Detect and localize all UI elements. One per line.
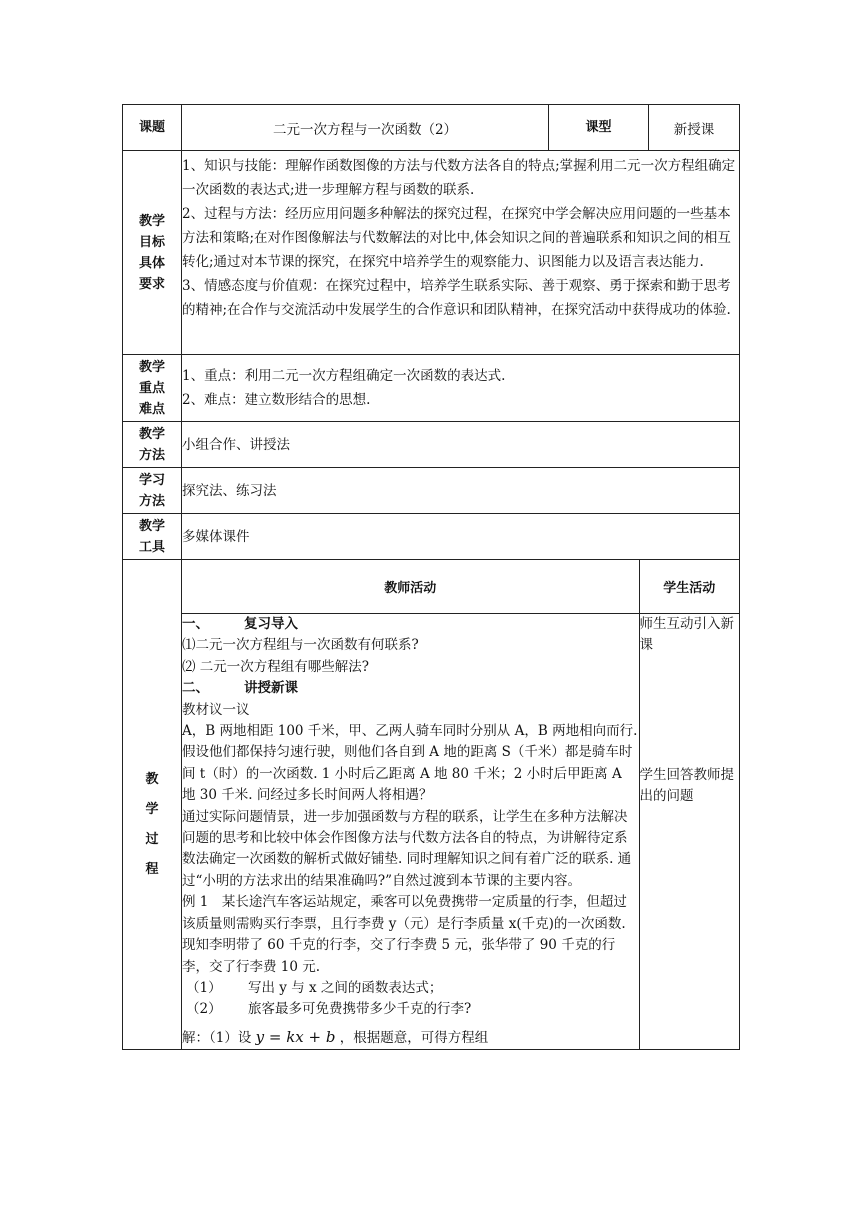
teacher-activity-content — [182, 614, 639, 1050]
section-title: 讲授新课 — [244, 680, 298, 697]
study-label-line: 方法 — [138, 493, 165, 509]
key-point-item: 2、难点：建立数形结合的思想. — [182, 392, 371, 408]
sub-question — [182, 978, 639, 999]
explanation-text: 通过实际问题情景，进一步加强函数与方程的联系，让学生在多种方法解决问题的思考和比较中体会作图像方法与代数方法各自的特点，为讲解待定系数法确定一次函数的解析式做好铺垫. 同时理解知识之间有着广泛的联系. 通过“小明的方法求出的结果准确吗?”自然过渡到本节课的主要内容。 — [182, 808, 632, 889]
student-activity-note: 师生互动引入新课 — [639, 616, 734, 654]
activity-table — [182, 560, 739, 1049]
key-point-item: 1、重点：利用二元一次方程组确定一次函数的表达式. — [182, 368, 506, 384]
process-label-char: 过 — [145, 831, 159, 847]
topic-value: 二元一次方程与一次函数（2） — [182, 105, 549, 151]
method-label-line: 教学 — [138, 426, 165, 442]
objectives-label-line: 教学 — [138, 213, 165, 229]
objective-item: 1、知识与技能：理解作函数图像的方法与代数方法各自的特点;掌握利用二元一次方程组确定一次函数的表达式;进一步理解方程与函数的联系. — [182, 158, 736, 198]
textbook-note: 教材议一议 — [182, 701, 250, 718]
objectives-content — [182, 151, 740, 355]
type-label: 课型 — [549, 105, 649, 151]
sub-question-number: （2） — [186, 1001, 222, 1018]
study-label-line: 学习 — [138, 472, 165, 488]
sub-question-number: （1） — [186, 979, 222, 996]
process-label-char: 程 — [145, 861, 159, 877]
example-text: 例 1 某长途汽车客运站规定，乘客可以免费携带一定质量的行李，但超过该质量则需购买行李票，且行李费 y（元）是行李质量 x(千克)的一次函数. 现知李明带了 60 千克的行李，交了行李费 5 元，张华带了 90 千克的行李，交了行李费 10 元. — [182, 894, 627, 975]
process-label-char: 教 — [145, 771, 159, 787]
title-row — [123, 105, 740, 151]
key-points-label-line: 难点 — [138, 401, 165, 417]
tools-value: 多媒体课件 — [182, 514, 740, 560]
section-number: 一、 — [182, 616, 209, 632]
objective-item: 3、情感态度与价值观：在探究过程中，培养学生联系实际、善于观察、勇于探索和勤于思考的精神;在合作与交流活动中发展学生的合作意识和团队精神，在探究活动中获得成功的体验. — [182, 278, 731, 318]
tools-label — [123, 514, 182, 560]
solution-prefix: 解：（1）设 — [182, 1029, 252, 1046]
section-heading — [182, 614, 639, 635]
objectives-label-line: 目标 — [138, 234, 165, 250]
process-label-char: 学 — [145, 801, 159, 817]
objectives-label — [123, 151, 182, 355]
objectives-label-line: 要求 — [138, 276, 165, 292]
student-activity-header: 学生活动 — [639, 560, 739, 614]
topic-label: 课题 — [123, 105, 182, 151]
key-points-label — [123, 355, 182, 422]
tools-label-line: 教学 — [138, 518, 165, 534]
method-label-line: 方法 — [138, 447, 165, 463]
section-heading — [182, 678, 639, 699]
method-label — [123, 422, 182, 468]
type-value: 新授课 — [649, 105, 740, 151]
problem-text: A，B 两地相距 100 千米，甲、乙两人骑车同时分别从 A，B 两地相向而行. 假设他们都保持匀速行驶，则他们各自到 A 地的距离 S（千米）都是骑车时间 t（时）的一次函数. 1 小时后乙距离 A 地 80 千米；2 小时后甲距离 A 地 30 千米. 问经过多长时间两人将相遇？ — [182, 723, 638, 804]
tools-label-line: 工具 — [138, 539, 165, 555]
key-points-label-line: 教学 — [138, 359, 165, 375]
method-value: 小组合作、讲授法 — [182, 422, 740, 468]
study-label — [123, 468, 182, 514]
key-points-row — [123, 355, 740, 422]
objectives-row — [123, 151, 740, 355]
sub-question-text: 写出 y 与 x 之间的函数表达式； — [248, 979, 443, 996]
review-question: ⑵ 二元一次方程组有哪些解法? — [182, 658, 370, 675]
review-question: ⑴二元一次方程组与一次函数有何联系? — [182, 637, 419, 654]
process-content — [182, 560, 740, 1050]
student-activity-note: 学生回答教师提出的问题 — [639, 766, 734, 805]
solution-formula: y = kx + b — [255, 1027, 336, 1046]
study-row — [123, 468, 740, 514]
process-label — [123, 560, 182, 1050]
objective-item: 2、过程与方法：经历应用问题多种解法的探究过程，在探究中学会解决应用问题的一些基本方法和策略;在对作图像解法与代数解法的对比中,体会知识之间的普遍联系和知识之间的相互转化;通过对本节课的探究，在探究中培养学生的观察能力、识图能力以及语言表达能力. — [182, 206, 731, 270]
teacher-activity-header: 教师活动 — [182, 560, 639, 614]
section-number: 二、 — [182, 680, 209, 697]
key-points-content — [182, 355, 740, 422]
solution-suffix: ，根据题意，可得方程组 — [339, 1029, 489, 1046]
objectives-label-line: 具体 — [138, 255, 165, 271]
solution-line — [182, 1027, 639, 1049]
sub-question-text: 旅客最多可免费携带多少千克的行李? — [248, 1001, 472, 1018]
key-points-label-line: 重点 — [138, 380, 165, 396]
lesson-plan-table — [122, 104, 740, 1050]
method-row — [123, 422, 740, 468]
process-row — [123, 560, 740, 1050]
sub-question — [182, 999, 639, 1020]
section-title: 复习导入 — [244, 616, 298, 632]
student-activity-content — [639, 614, 739, 1050]
study-value: 探究法、练习法 — [182, 468, 740, 514]
tools-row — [123, 514, 740, 560]
